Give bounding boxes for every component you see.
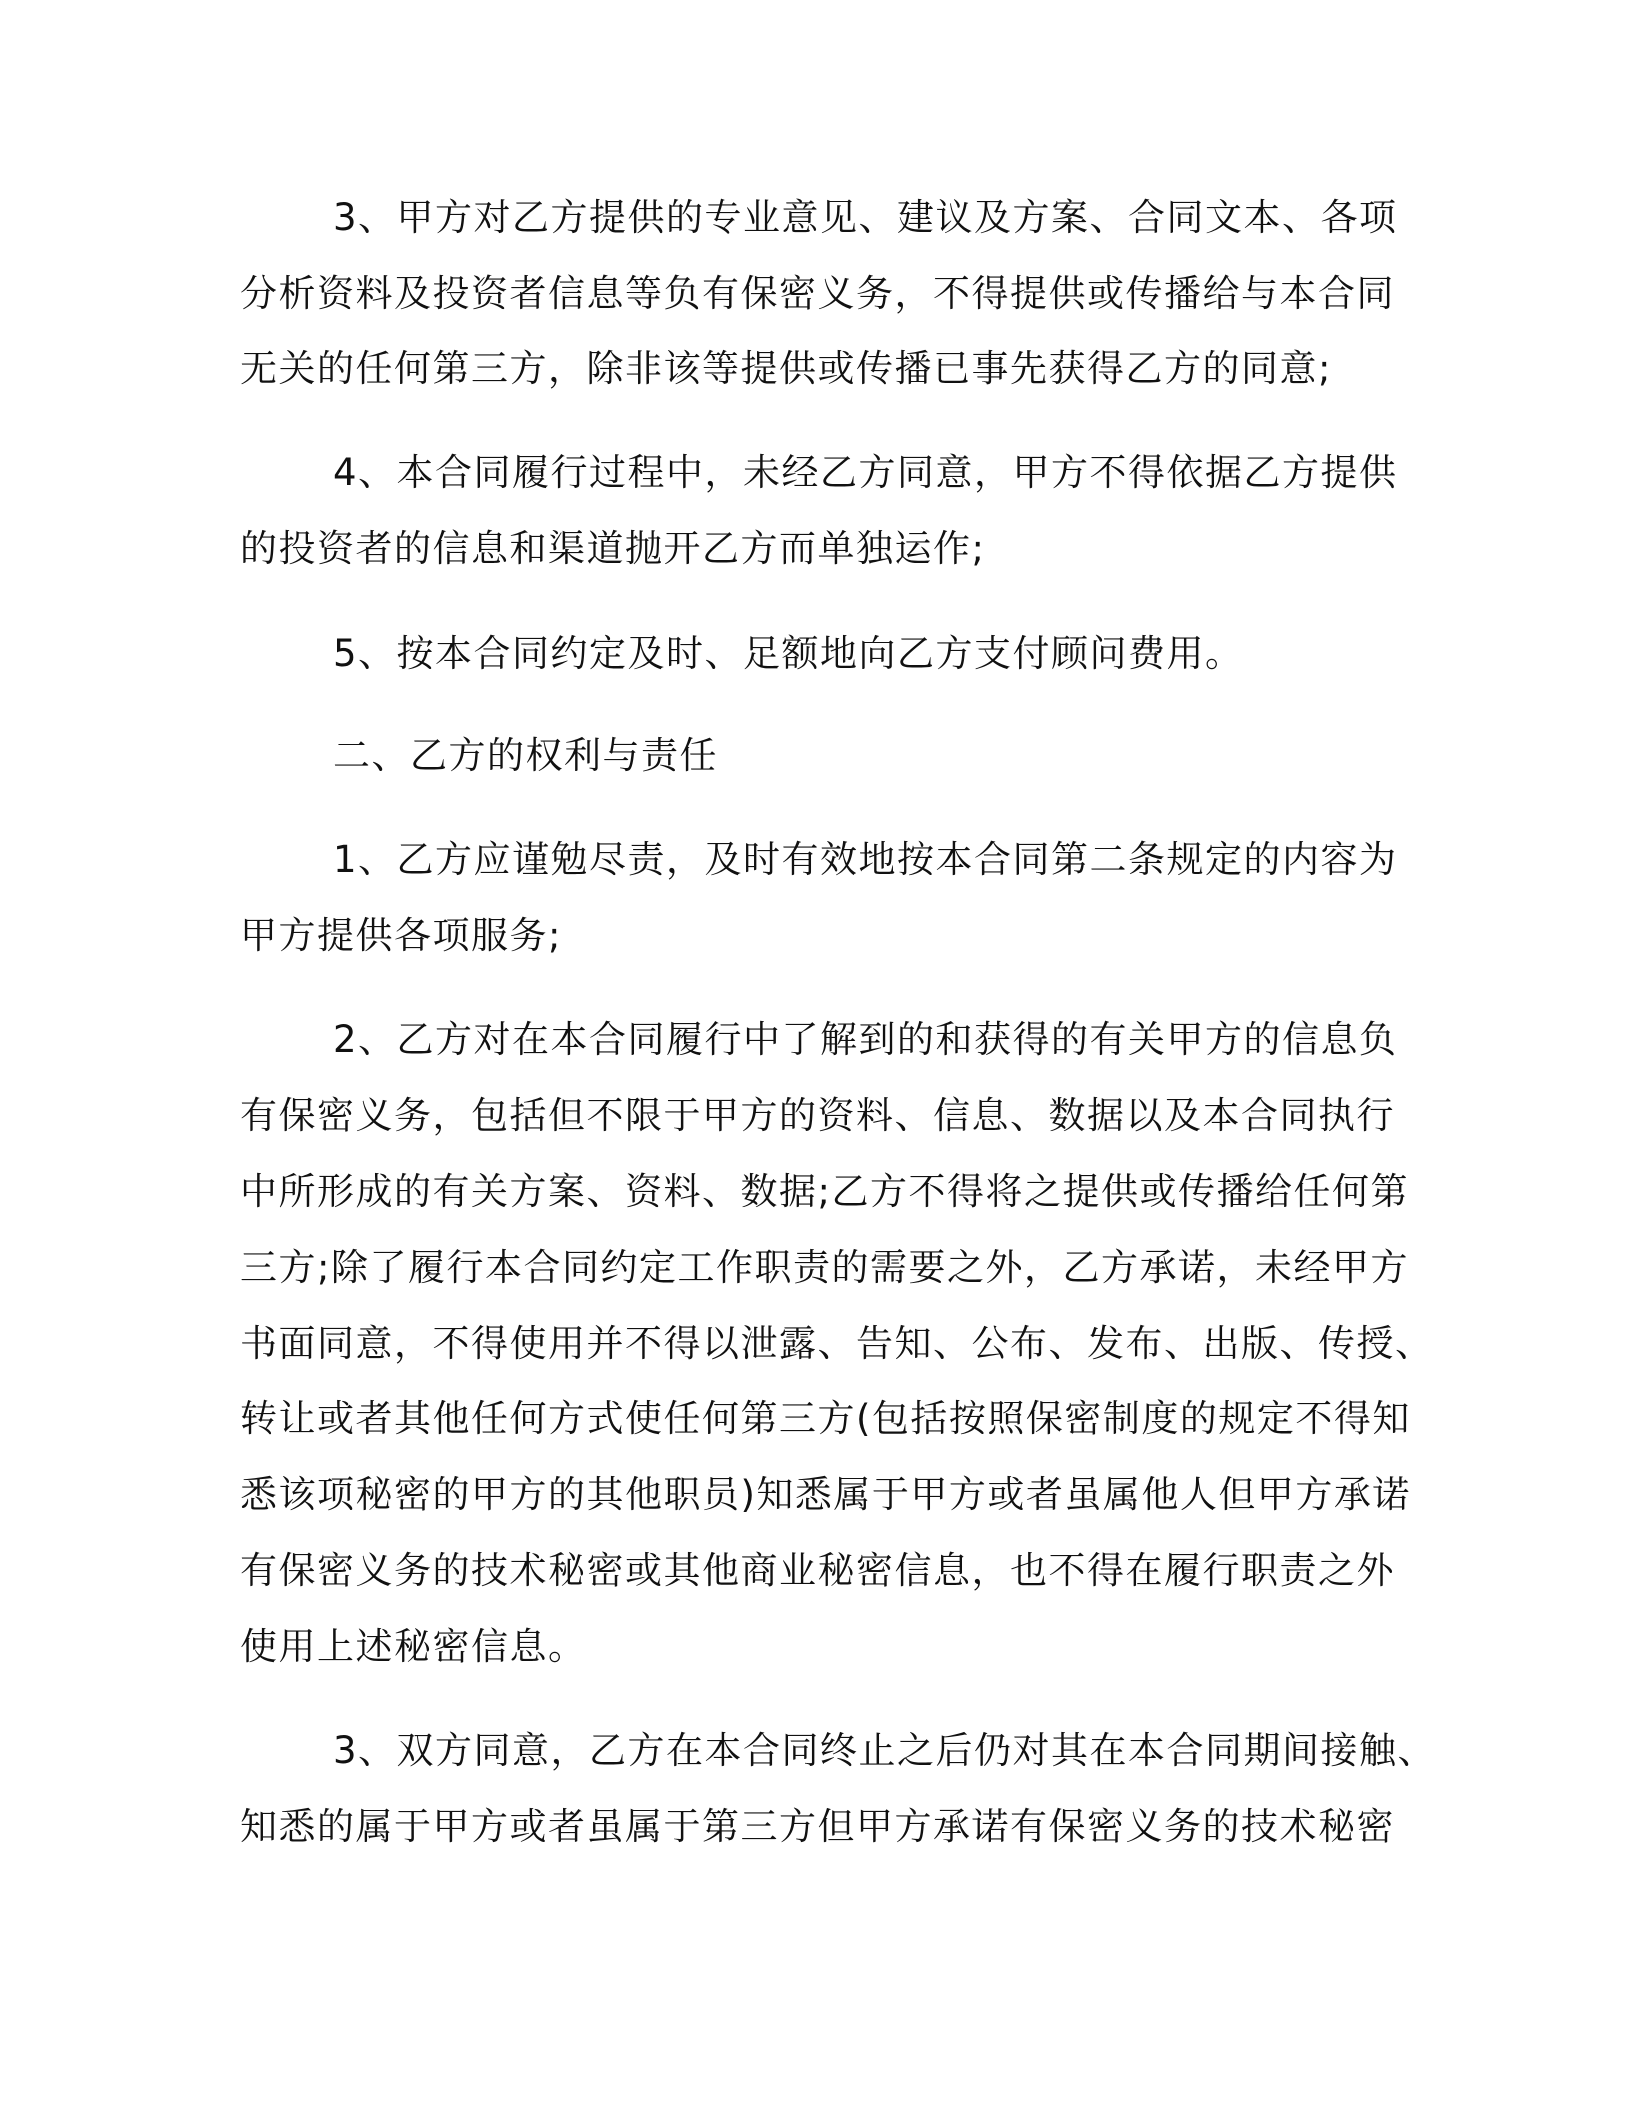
paragraph-line: 的投资者的信息和渠道抛开乙方而单独运作; [240,527,986,570]
paragraph-line: 三方;除了履行本合同约定工作职责的需要之外，乙方承诺，未经甲方 [240,1246,1409,1289]
paragraph-line: 使用上述秘密信息。 [240,1625,587,1668]
paragraph-line: 转让或者其他任何方式使任何第三方(包括按照保密制度的规定不得知 [240,1397,1411,1440]
paragraph-line: 3、甲方对乙方提供的专业意见、建议及方案、合同文本、各项 [333,196,1398,239]
paragraph-line: 有保密义务，包括但不限于甲方的资料、信息、数据以及本合同执行 [240,1094,1395,1137]
paragraph-line: 无关的任何第三方，除非该等提供或传播已事先获得乙方的同意; [240,347,1332,390]
paragraph-line: 悉该项秘密的甲方的其他职员)知悉属于甲方或者虽属他人但甲方承诺 [240,1473,1411,1516]
paragraph-line: 2、乙方对在本合同履行中了解到的和获得的有关甲方的信息负 [333,1018,1398,1061]
paragraph-line: 4、本合同履行过程中，未经乙方同意，甲方不得依据乙方提供 [333,451,1398,494]
paragraph-line: 书面同意，不得使用并不得以泄露、告知、公布、发布、出版、传授、 [240,1322,1434,1365]
paragraph-line: 甲方提供各项服务; [240,914,562,957]
section-heading: 二、乙方的权利与责任 [333,734,718,777]
paragraph-line: 中所形成的有关方案、资料、数据;乙方不得将之提供或传播给任何第 [240,1170,1409,1213]
paragraph-line: 3、双方同意，乙方在本合同终止之后仍对其在本合同期间接触、 [333,1729,1437,1772]
paragraph-line: 5、按本合同约定及时、足额地向乙方支付顾问费用。 [333,632,1244,675]
paragraph-line: 分析资料及投资者信息等负有保密义务，不得提供或传播给与本合同 [240,272,1395,315]
paragraph-line: 有保密义务的技术秘密或其他商业秘密信息，也不得在履行职责之外 [240,1549,1395,1592]
paragraph-line: 1、乙方应谨勉尽责，及时有效地按本合同第二条规定的内容为 [333,838,1398,881]
paragraph-line: 知悉的属于甲方或者虽属于第三方但甲方承诺有保密义务的技术秘密 [240,1805,1395,1848]
